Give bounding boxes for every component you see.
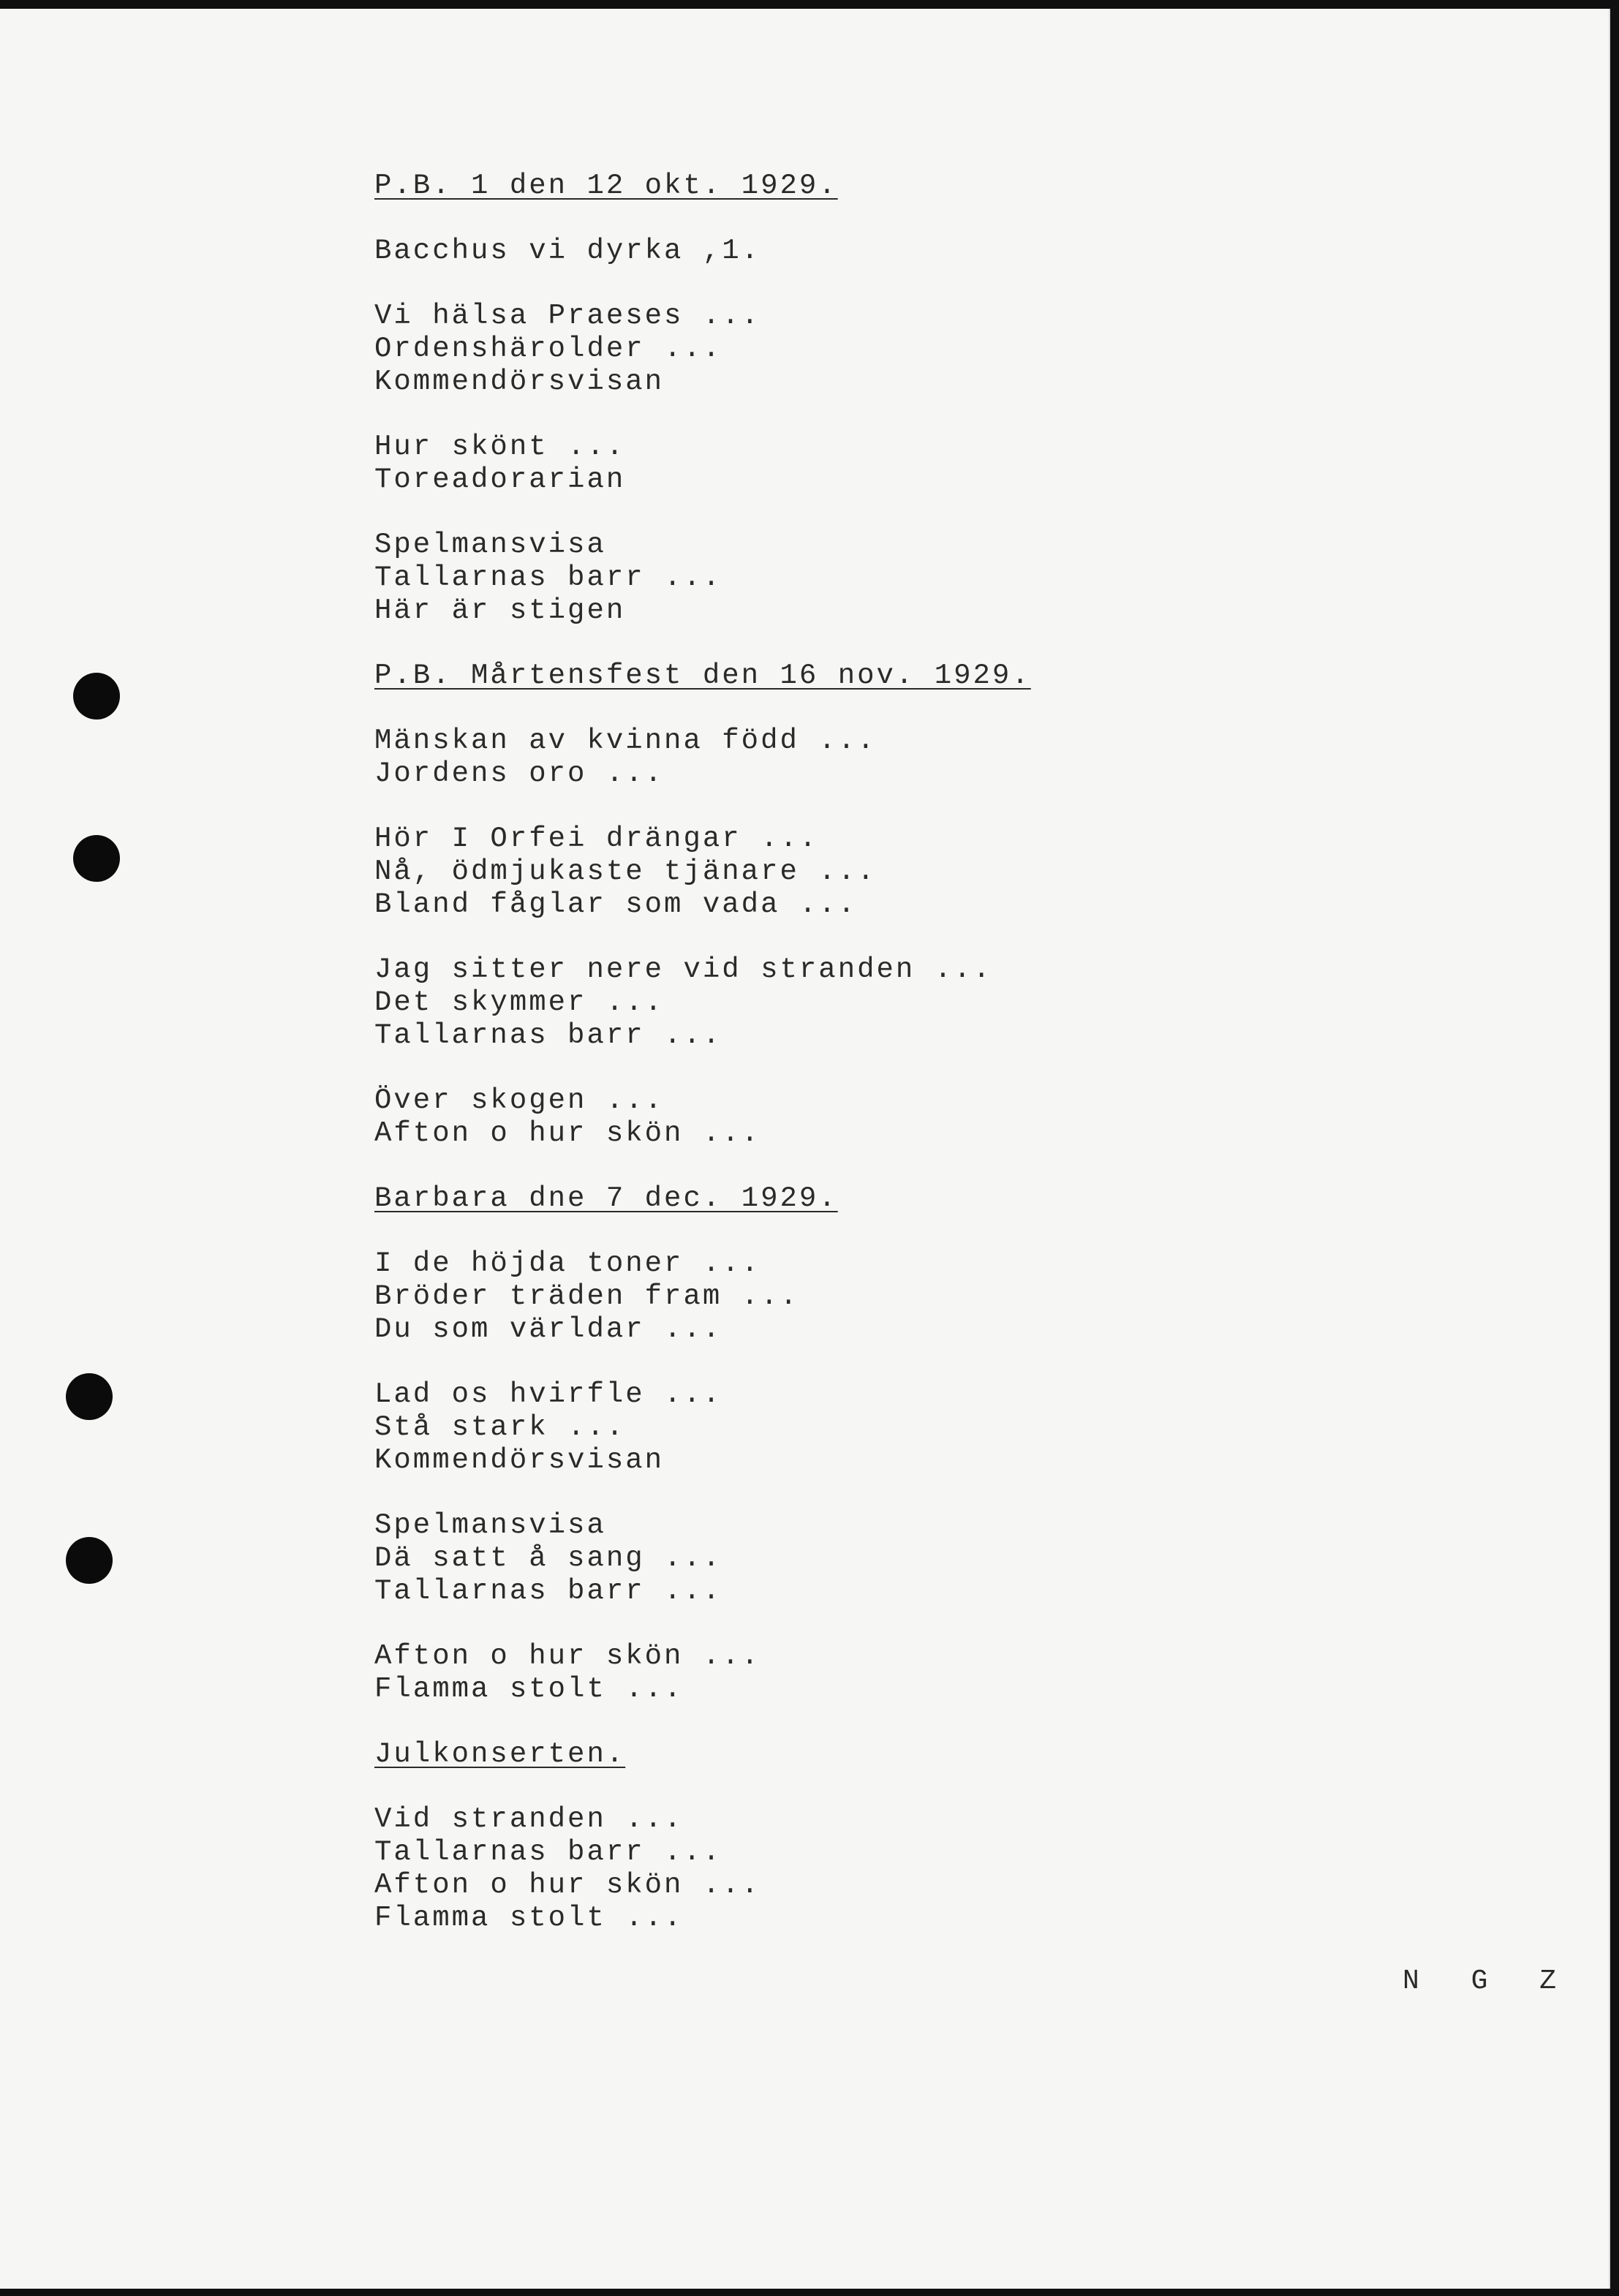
song-group [374,1247,1398,1346]
song-title: Afton o hur skön ... [374,1640,761,1672]
song-title: Jag sitter nere vid stranden ... [374,953,992,986]
song-group [374,1803,1398,1935]
song-title: Det skymmer ... [374,986,665,1019]
song-group [374,953,1398,1052]
punch-hole [66,1373,113,1420]
punch-hole [66,1537,113,1584]
song-title: Lad os hvirfle ... [374,1378,722,1411]
song-title: Bacchus vi dyrka ,1. [374,235,761,267]
song-title: Mänskan av kvinna född ... [374,725,877,757]
song-title: Nå, ödmjukaste tjänare ... [374,856,877,888]
song-group [374,725,1398,790]
song-title: I de höjda toner ... [374,1247,761,1280]
song-title: Tallarnas barr ... [374,562,722,594]
song-title: Spelmansvisa [374,529,606,561]
section-heading: P.B. Mårtensfest den 16 nov. 1929. [374,660,1031,692]
section-heading: Julkonserten. [374,1738,626,1770]
song-title: Kommendörsvisan [374,1444,665,1476]
section-heading: P.B. 1 den 12 okt. 1929. [374,170,838,202]
program-section [374,170,1398,627]
song-title: Stå stark ... [374,1411,626,1443]
song-title: Vi hälsa Praeses ... [374,300,761,332]
song-title: Bröder träden fram ... [374,1280,799,1313]
song-title: Hör I Orfei drängar ... [374,823,819,855]
initials: N G Z [1403,1965,1574,1997]
song-group [374,300,1398,399]
paper-sheet [0,9,1610,2289]
song-title: Spelmansvisa [374,1509,606,1541]
program-section [374,1738,1398,1935]
song-title: Afton o hur skön ... [374,1869,761,1901]
song-group [374,1640,1398,1706]
song-title: Du som världar ... [374,1313,722,1345]
song-title: Tallarnas barr ... [374,1836,722,1868]
song-title: Vid stranden ... [374,1803,684,1835]
song-group [374,823,1398,921]
song-title: Kommendörsvisan [374,366,665,398]
song-title: Ordenshärolder ... [374,333,722,365]
program-section [374,1182,1398,1706]
punch-hole [73,835,120,882]
song-title: Bland fåglar som vada ... [374,888,858,921]
punch-hole [73,673,120,720]
song-title: Tallarnas barr ... [374,1019,722,1051]
song-group [374,431,1398,496]
song-title: Här är stigen [374,594,626,627]
section-heading: Barbara dne 7 dec. 1929. [374,1182,838,1215]
song-title: Jordens oro ... [374,758,665,790]
song-title: Över skogen ... [374,1084,665,1117]
song-group [374,529,1398,627]
program-section [374,660,1398,1150]
song-title: Afton o hur skön ... [374,1117,761,1149]
song-group [374,1509,1398,1608]
song-title: Dä satt å sang ... [374,1542,722,1574]
song-title: Tallarnas barr ... [374,1575,722,1607]
song-title: Toreadorarian [374,464,626,496]
song-title: Hur skönt ... [374,431,626,463]
song-group [374,1084,1398,1150]
song-title: Flamma stolt ... [374,1673,684,1705]
song-title: Flamma stolt ... [374,1902,684,1934]
typed-program-list [374,170,1398,1967]
song-group [374,235,1398,268]
song-group [374,1378,1398,1477]
